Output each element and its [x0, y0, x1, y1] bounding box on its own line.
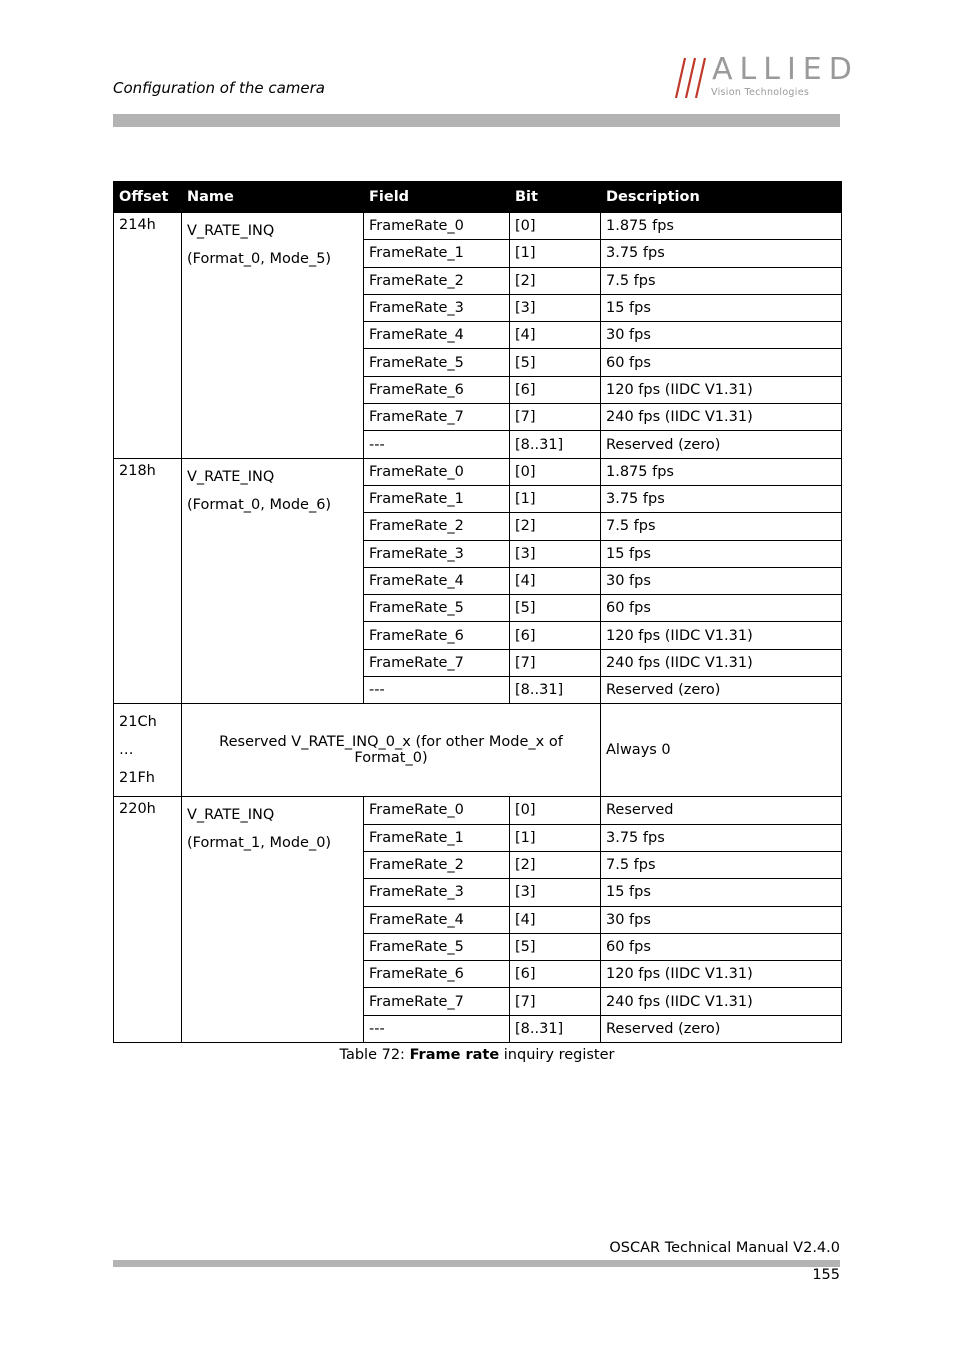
bit-cell: [7] — [510, 988, 601, 1015]
name-line: V_RATE_INQ — [187, 807, 275, 824]
name-cell — [182, 797, 364, 1043]
description-cell: 1.875 fps — [601, 458, 842, 485]
field-cell: --- — [364, 1015, 510, 1042]
offset-cell: 220h — [114, 797, 182, 1043]
bit-cell: [2] — [510, 851, 601, 878]
field-cell: FrameRate_4 — [364, 322, 510, 349]
name-line: V_RATE_INQ — [187, 223, 275, 239]
bit-cell: [1] — [510, 240, 601, 267]
bit-cell: [7] — [510, 404, 601, 431]
field-cell: FrameRate_5 — [364, 933, 510, 960]
column-header-offset: Offset — [114, 182, 182, 213]
field-cell: FrameRate_3 — [364, 540, 510, 567]
description-cell: 120 fps (IIDC V1.31) — [601, 622, 842, 649]
field-cell: FrameRate_2 — [364, 267, 510, 294]
footer-rule — [113, 1260, 840, 1267]
field-cell: FrameRate_1 — [364, 824, 510, 851]
name-line: (Format_0, Mode_6) — [187, 496, 332, 513]
description-cell: 120 fps (IIDC V1.31) — [601, 961, 842, 988]
description-cell: 15 fps — [601, 540, 842, 567]
field-cell: FrameRate_7 — [364, 649, 510, 676]
description-cell: 60 fps — [601, 933, 842, 960]
logo-slashes-icon — [668, 54, 710, 98]
offset-cell: 214h — [114, 213, 182, 459]
description-cell: 30 fps — [601, 322, 842, 349]
description-cell: Reserved — [601, 797, 842, 824]
field-cell: FrameRate_5 — [364, 349, 510, 376]
table-row — [114, 213, 842, 240]
bit-cell: [3] — [510, 294, 601, 321]
table-caption — [0, 1047, 954, 1063]
description-cell: 120 fps (IIDC V1.31) — [601, 376, 842, 403]
description-cell: 7.5 fps — [601, 513, 842, 540]
header-rule — [113, 114, 840, 127]
offset-line: 21Ch — [119, 714, 157, 731]
description-cell: 240 fps (IIDC V1.31) — [601, 649, 842, 676]
table-row — [114, 797, 842, 824]
description-cell: 15 fps — [601, 879, 842, 906]
reserved-text-cell: Reserved V_RATE_INQ_0_x (for other Mode_x of Format_0) — [182, 704, 601, 797]
name-line: (Format_0, Mode_5) — [187, 251, 332, 267]
field-cell: FrameRate_3 — [364, 294, 510, 321]
logo-wordmark: ALLIED — [712, 52, 859, 87]
bit-cell: [7] — [510, 649, 601, 676]
name-line: V_RATE_INQ — [187, 468, 275, 485]
field-cell: FrameRate_5 — [364, 595, 510, 622]
field-cell: FrameRate_7 — [364, 404, 510, 431]
field-cell: FrameRate_7 — [364, 988, 510, 1015]
table-row-reserved — [114, 704, 842, 797]
bit-cell: [0] — [510, 797, 601, 824]
description-cell: 60 fps — [601, 349, 842, 376]
field-cell: FrameRate_2 — [364, 851, 510, 878]
description-cell: 30 fps — [601, 906, 842, 933]
bit-cell: [4] — [510, 567, 601, 594]
field-cell: FrameRate_0 — [364, 213, 510, 240]
field-cell: FrameRate_0 — [364, 458, 510, 485]
caption-suffix: inquiry register — [499, 1047, 615, 1063]
description-cell: 3.75 fps — [601, 240, 842, 267]
field-cell: FrameRate_6 — [364, 961, 510, 988]
name-cell — [182, 213, 364, 459]
table-body — [114, 213, 842, 1043]
bit-cell: [4] — [510, 906, 601, 933]
bit-cell: [1] — [510, 824, 601, 851]
allied-logo — [668, 52, 859, 102]
description-cell: 3.75 fps — [601, 485, 842, 512]
bit-cell: [8..31] — [510, 1015, 601, 1042]
caption-prefix: Table 72: — [339, 1047, 410, 1063]
logo-tagline: Vision Technologies — [711, 87, 810, 98]
field-cell: FrameRate_3 — [364, 879, 510, 906]
bit-cell: [2] — [510, 267, 601, 294]
bit-cell: [0] — [510, 213, 601, 240]
description-cell: Reserved (zero) — [601, 677, 842, 704]
bit-cell: [3] — [510, 879, 601, 906]
bit-cell: [5] — [510, 349, 601, 376]
field-cell: FrameRate_6 — [364, 622, 510, 649]
bit-cell: [1] — [510, 485, 601, 512]
bit-cell: [6] — [510, 376, 601, 403]
bit-cell: [2] — [510, 513, 601, 540]
table-row — [114, 458, 842, 485]
offset-line: 21Fh — [119, 770, 155, 787]
field-cell: FrameRate_1 — [364, 240, 510, 267]
frame-rate-inquiry-table — [113, 181, 842, 1043]
description-cell: 7.5 fps — [601, 851, 842, 878]
page-number: 155 — [812, 1267, 840, 1283]
offset-line: … — [119, 742, 134, 759]
name-cell — [182, 458, 364, 704]
field-cell: --- — [364, 431, 510, 458]
bit-cell: [5] — [510, 595, 601, 622]
field-cell: FrameRate_6 — [364, 376, 510, 403]
bit-cell: [0] — [510, 458, 601, 485]
bit-cell: [8..31] — [510, 677, 601, 704]
description-cell: 240 fps (IIDC V1.31) — [601, 404, 842, 431]
bit-cell: [8..31] — [510, 431, 601, 458]
description-cell: 60 fps — [601, 595, 842, 622]
caption-bold: Frame rate — [409, 1047, 500, 1063]
field-cell: FrameRate_4 — [364, 906, 510, 933]
column-header-description: Description — [601, 182, 842, 213]
description-cell: 1.875 fps — [601, 213, 842, 240]
description-cell: Reserved (zero) — [601, 431, 842, 458]
field-cell: FrameRate_4 — [364, 567, 510, 594]
column-header-name: Name — [182, 182, 364, 213]
name-line: (Format_1, Mode_0) — [187, 835, 332, 852]
offset-cell — [114, 704, 182, 797]
description-cell: 3.75 fps — [601, 824, 842, 851]
section-title: Configuration of the camera — [113, 79, 325, 97]
table-header-row — [114, 182, 842, 213]
field-cell: FrameRate_2 — [364, 513, 510, 540]
column-header-field: Field — [364, 182, 510, 213]
column-header-bit: Bit — [510, 182, 601, 213]
field-cell: FrameRate_1 — [364, 485, 510, 512]
description-cell: 15 fps — [601, 294, 842, 321]
description-cell: 30 fps — [601, 567, 842, 594]
footer-manual-title: OSCAR Technical Manual V2.4.0 — [609, 1240, 840, 1256]
bit-cell: [5] — [510, 933, 601, 960]
offset-cell: 218h — [114, 458, 182, 704]
field-cell: --- — [364, 677, 510, 704]
bit-cell: [6] — [510, 961, 601, 988]
description-cell: 240 fps (IIDC V1.31) — [601, 988, 842, 1015]
description-cell: Reserved (zero) — [601, 1015, 842, 1042]
description-cell: 7.5 fps — [601, 267, 842, 294]
bit-cell: [3] — [510, 540, 601, 567]
bit-cell: [4] — [510, 322, 601, 349]
bit-cell: [6] — [510, 622, 601, 649]
description-cell: Always 0 — [601, 704, 842, 797]
field-cell: FrameRate_0 — [364, 797, 510, 824]
